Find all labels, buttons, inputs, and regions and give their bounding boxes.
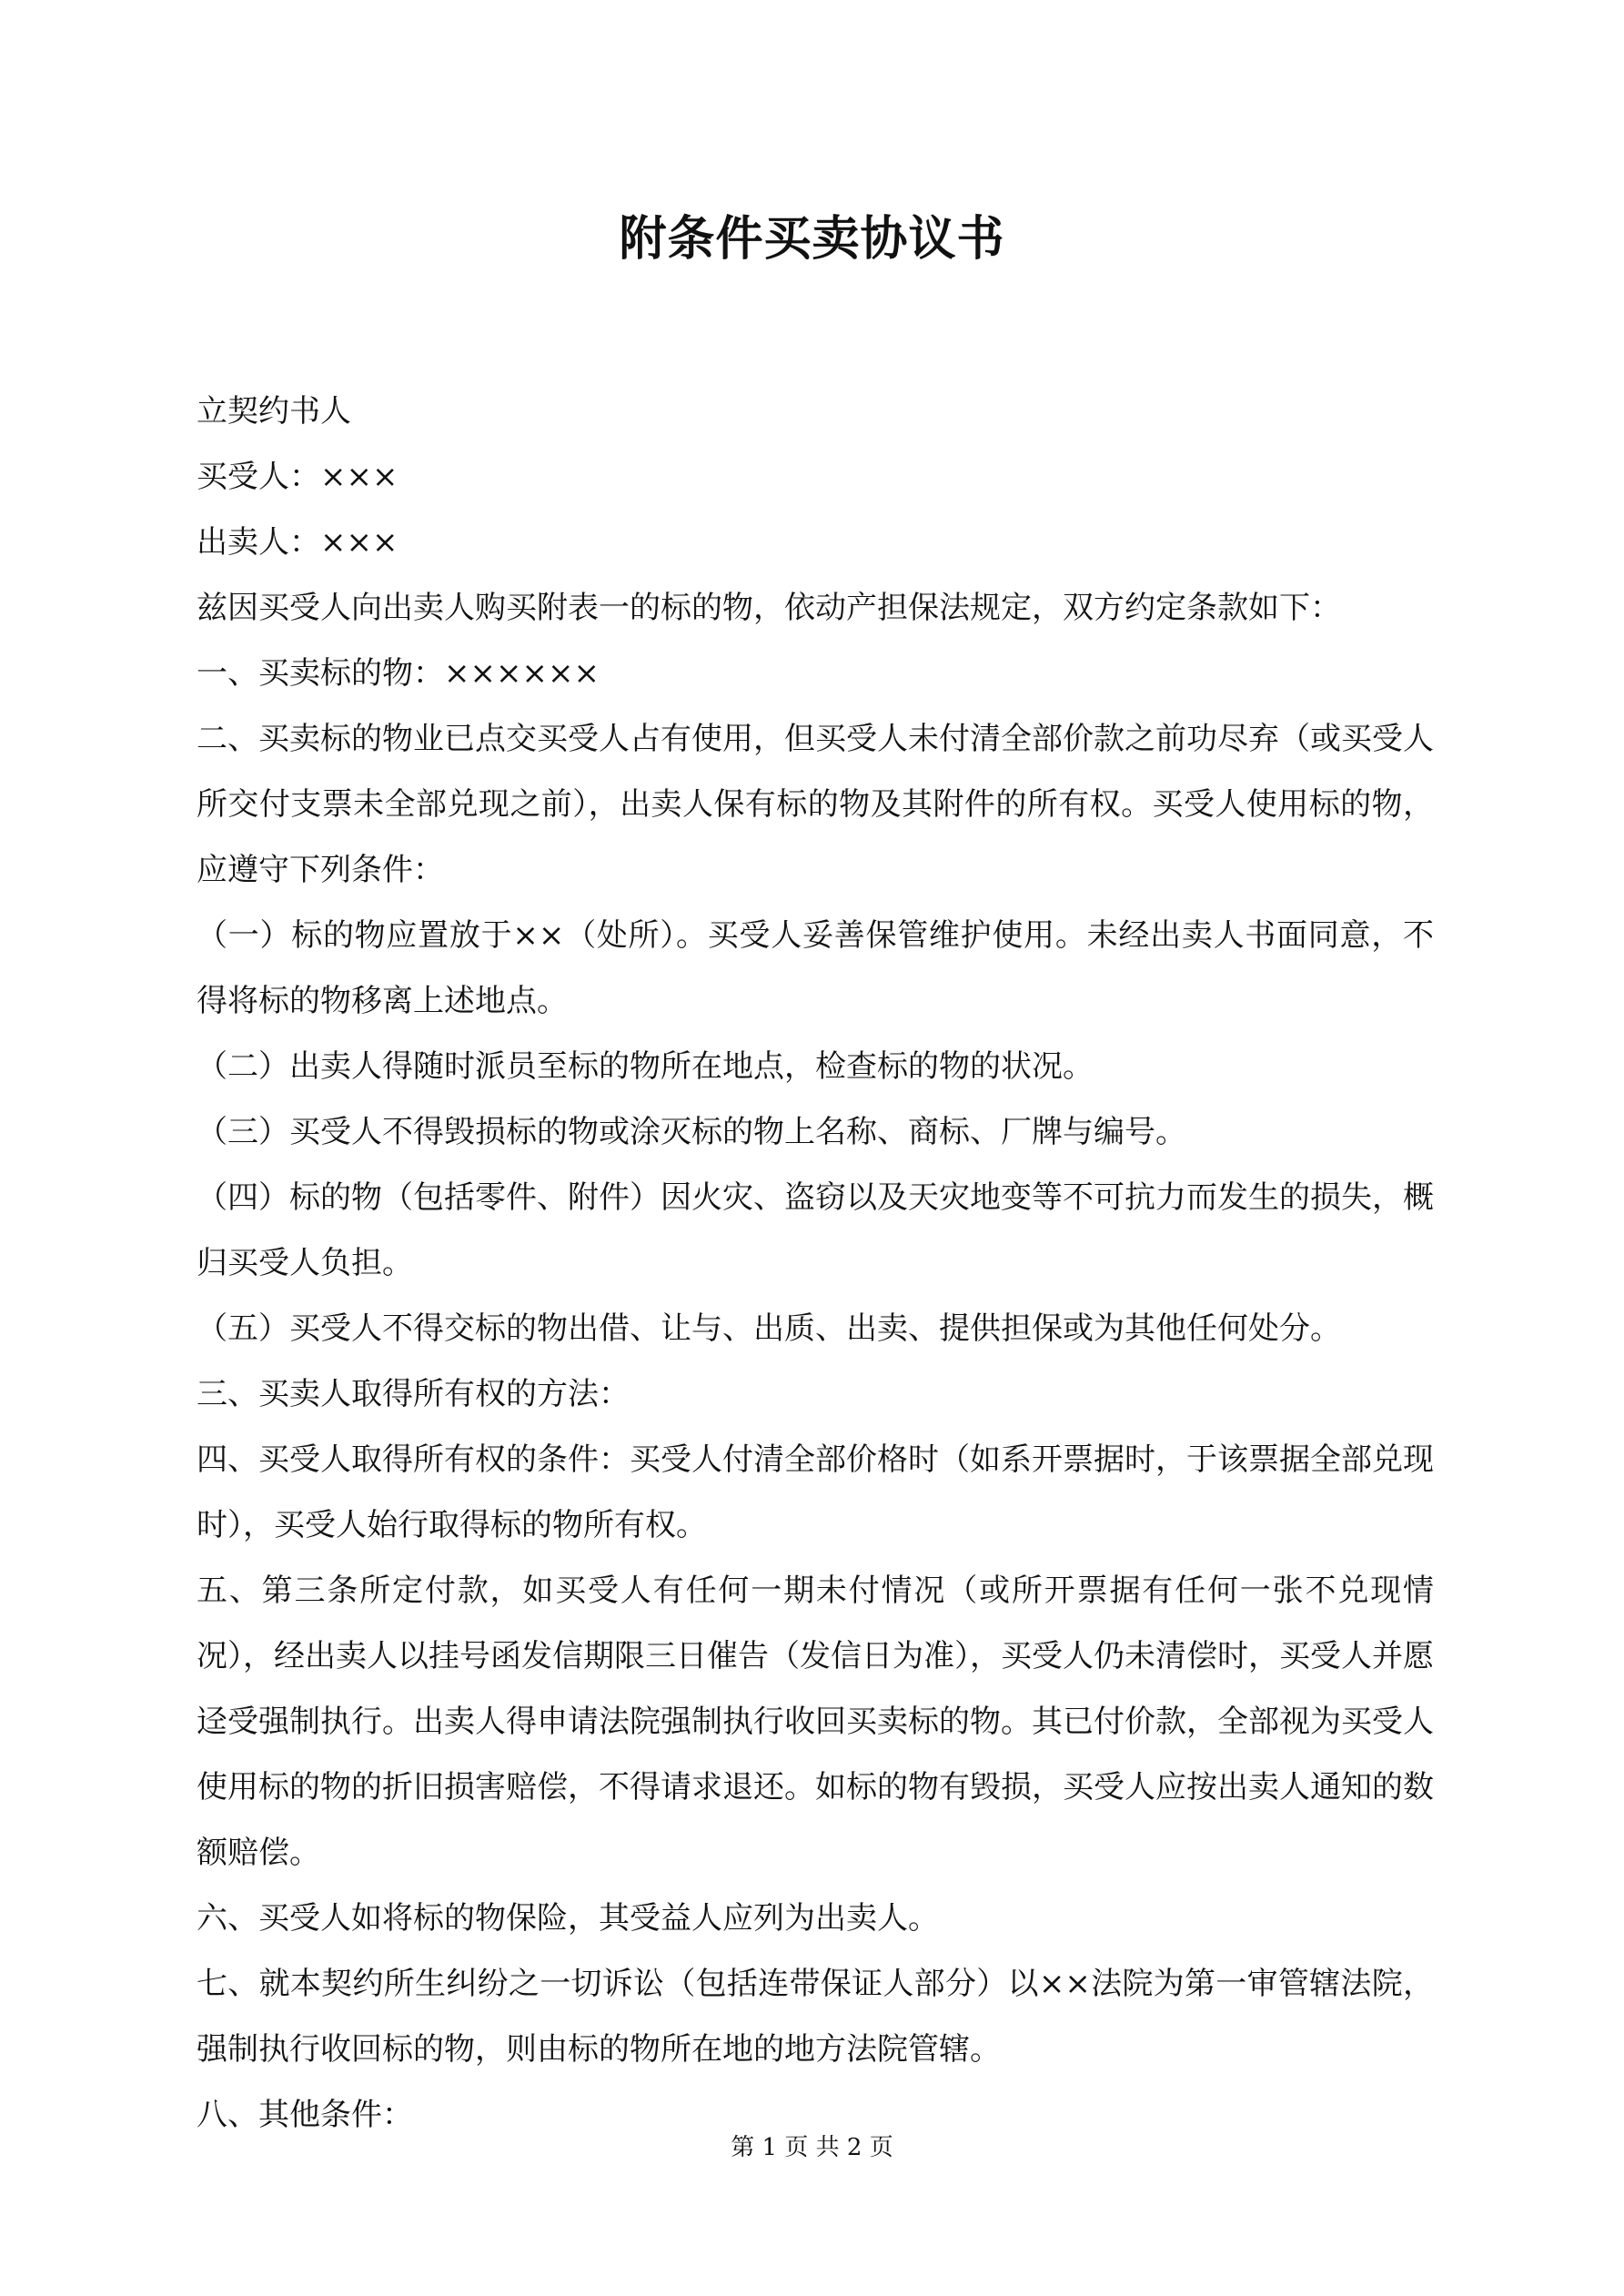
buyer-line: 买受人：××× (197, 459, 398, 495)
clause-2-item-2: （二）出卖人得随时派员至标的物所在地点，检查标的物的状况。 (197, 1048, 1094, 1085)
clause-1: 一、买卖标的物：×××××× (197, 655, 600, 692)
page-footer-middle: 页 共 (784, 2134, 840, 2161)
clause-8: 八、其他条件： (197, 2097, 413, 2133)
clause-2: 二、买卖标的物业已点交买受人占有使用，但买受人未付清全部价款之前功尽弃（或买受人所交付支票未全部兑现之前），出卖人保有标的物及其附件的所有权。买受人使用标的物，应遵守下列条件： (197, 721, 1434, 888)
page-title: 附条件买卖协议书 (619, 211, 1005, 267)
seller-line: 出卖人：××× (197, 524, 398, 561)
page-footer (0, 2131, 1624, 2164)
clause-2-item-4: （四）标的物（包括零件、附件）因火灾、盗窃以及天灾地变等不可抗力而发生的损失，概归买受人负担。 (197, 1179, 1434, 1281)
clause-6: 六、买受人如将标的物保险，其受益人应列为出卖人。 (197, 1900, 939, 1937)
clause-7: 七、就本契约所生纠纷之一切诉讼（包括连带保证人部分）以××法院为第一审管辖法院，强制执行收回标的物，则由标的物所在地的地方法院管辖。 (197, 1966, 1434, 2068)
page-total: 2 (846, 2134, 862, 2161)
page-footer-suffix: 页 (869, 2134, 893, 2161)
page-footer-prefix: 第 (731, 2134, 755, 2161)
clause-4: 四、买受人取得所有权的条件：买受人付清全部价格时（如系开票据时，于该票据全部兑现时），买受人始行取得标的物所有权。 (197, 1441, 1434, 1543)
clause-2-item-5: （五）买受人不得交标的物出借、让与、出质、出卖、提供担保或为其他任何处分。 (197, 1310, 1341, 1347)
document-body (197, 379, 1434, 2148)
contract-parties-heading: 立契约书人 (197, 393, 351, 430)
clause-2-item-3: （三）买受人不得毁损标的物或涂灭标的物上名称、商标、厂牌与编号。 (197, 1114, 1186, 1150)
page-number: 1 (762, 2134, 778, 2161)
preamble: 兹因买受人向出卖人购买附表一的标的物，依动产担保法规定，双方约定条款如下： (197, 590, 1341, 626)
clause-3: 三、买卖人取得所有权的方法： (197, 1376, 630, 1412)
clause-5: 五、第三条所定付款，如买受人有任何一期未付情况（或所开票据有任何一张不兑现情况），经出卖人以挂号函发信期限三日催告（发信日为准），买受人仍未清偿时，买受人并愿迳受强制执行。出卖人得申请法院强制执行收回买卖标的物。其已付价款，全部视为买受人使用标的物的折旧损害赔偿，不得请求退还。如标的物有毁损，买受人应按出卖人通知的数额赔偿。 (197, 1573, 1434, 1871)
clause-2-item-1: （一）标的物应置放于××（处所）。买受人妥善保管维护使用。未经出卖人书面同意，不得将标的物移离上述地点。 (197, 917, 1434, 1019)
